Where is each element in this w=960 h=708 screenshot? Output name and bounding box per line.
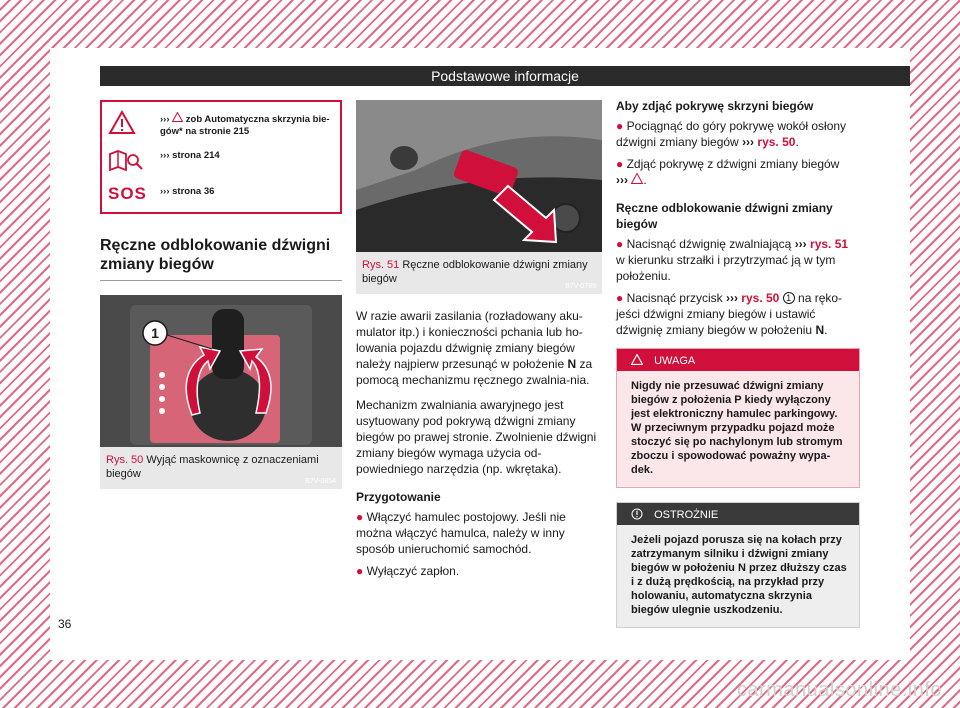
page-number: 36: [58, 617, 72, 631]
warning-triangle-icon: [108, 110, 152, 136]
subheading: Aby zdjąć pokrywę skrzyni biegów: [616, 99, 814, 113]
page-header: Podstawowe informacje: [100, 66, 910, 86]
list-item: ● Pociągnąć do góry pokrywę wokół osłony dźwigni zmiany biegów ››› rys. 50.: [616, 119, 847, 149]
warning-header: UWAGA: [617, 349, 859, 371]
warning-triangle-icon: [631, 354, 643, 365]
footer-watermark: carmanualsonline.info: [736, 679, 942, 701]
figure-code: B7V-0854: [305, 478, 336, 485]
warning-box: [616, 348, 860, 488]
figure-caption: Rys. 50 Wyjąć maskownicę z oznaczeniami biegów: [100, 447, 342, 489]
caution-text: Jeżeli pojazd porusza się na kołach przy zatrzymanym silniku i dźwigni zmiany biegów w położeniu N przez dłuższy czas i z dużą prędkością, na przykład przy holowaniu, automatyczna skrzynia biegów ulegnie uszkodzeniu.: [631, 534, 847, 616]
list-item: ● Wyłączyć zapłon.: [356, 564, 460, 578]
figure-code: B7V-0789: [565, 283, 596, 290]
figure-link[interactable]: rys. 50: [741, 291, 780, 305]
manual-release-image: [356, 100, 602, 252]
figure-callout-1: 1: [151, 325, 159, 341]
info-circle-icon: [631, 508, 643, 520]
figure-link[interactable]: rys. 51: [810, 237, 849, 251]
gear-shift-cover-image: [100, 295, 342, 447]
manual-book-icon: [108, 148, 152, 174]
list-item: ● Nacisnąć przycisk ››› rys. 50 1 na ręko-jeści dźwigni zmiany biegów i ustawić dźwignię zmiany biegów w położeniu N.: [616, 291, 843, 337]
column-right: [616, 98, 860, 628]
list-item: ● Zdjąć pokrywę z dźwigni zmiany biegów ››› .: [616, 157, 840, 187]
warning-text: Nigdy nie przesuwać dźwigni zmiany biegów z położenia P kiedy wyłączony jest elektroniczny hamulec parkingowy. W przeciwnym przypadku pojazd może stoczyć się po nachylonym lub stromym zboczu i spowodować poważny wypa-dek.: [631, 380, 843, 476]
reference-row-manual: ››› strona 214: [108, 148, 334, 174]
subheading: Przygotowanie: [356, 490, 441, 504]
column-middle: [356, 100, 602, 585]
list-item: ● Włączyć hamulec postojowy. Jeśli nie można włączyć hamulca, należy w inny sposób unieruchomić samochód.: [356, 510, 566, 556]
warning-small-icon[interactable]: [631, 173, 643, 184]
body-text: [616, 98, 860, 338]
list-item: ● Nacisnąć dźwignię zwalniającą ››› rys. 51 w kierunku strzałki i przytrzymać ją w tym położeniu.: [616, 237, 849, 283]
reference-link[interactable]: strona 214: [172, 150, 220, 161]
paragraph: W razie awarii zasilania (rozładowany aku-mulator itp.) i konieczności pchania lub ho-lowania pojazdu dźwignię zmiany biegów należy najpierw przesunąć w położenie N za pomocą mechanizmu ręcznego zwalnia-nia.: [356, 309, 593, 387]
figure-50: [100, 295, 342, 489]
body-text: [356, 308, 602, 579]
sos-icon: SOS: [108, 184, 147, 203]
subheading: Ręczne odblokowanie dźwigni zmiany biegów: [616, 201, 833, 231]
section-title: Ręczne odblokowanie dźwigni zmiany biegów: [100, 236, 342, 281]
page: [50, 48, 910, 660]
warning-small-icon: [172, 112, 183, 122]
figure-caption: Rys. 51 Ręczne odblokowanie dźwigni zmiany biegów: [356, 252, 602, 294]
caution-box: [616, 502, 860, 628]
reference-link[interactable]: zob Automatyczna skrzynia bie-gów* na stronie 215: [160, 114, 330, 137]
caution-header: OSTROŻNIE: [617, 503, 859, 525]
column-left: [100, 100, 342, 489]
reference-link[interactable]: strona 36: [172, 186, 215, 197]
callout-number: 1: [783, 292, 795, 304]
reference-row-sos: SOS ››› strona 36: [108, 184, 334, 210]
figure-51: [356, 100, 602, 294]
figure-link[interactable]: rys. 50: [757, 135, 796, 149]
reference-row-warning: ››› zob Automatyczna skrzynia bie-gów* na stronie 215: [108, 110, 334, 136]
reference-box: [100, 100, 342, 214]
paragraph: Mechanizm zwalniania awaryjnego jest usytuowany pod pokrywą dźwigni zmiany biegów po prawej stronie. Zwolnienie dźwigni zmiany biegów wymaga użycia od-powiedniego narzędzia (np. wkrętaka).: [356, 398, 597, 476]
